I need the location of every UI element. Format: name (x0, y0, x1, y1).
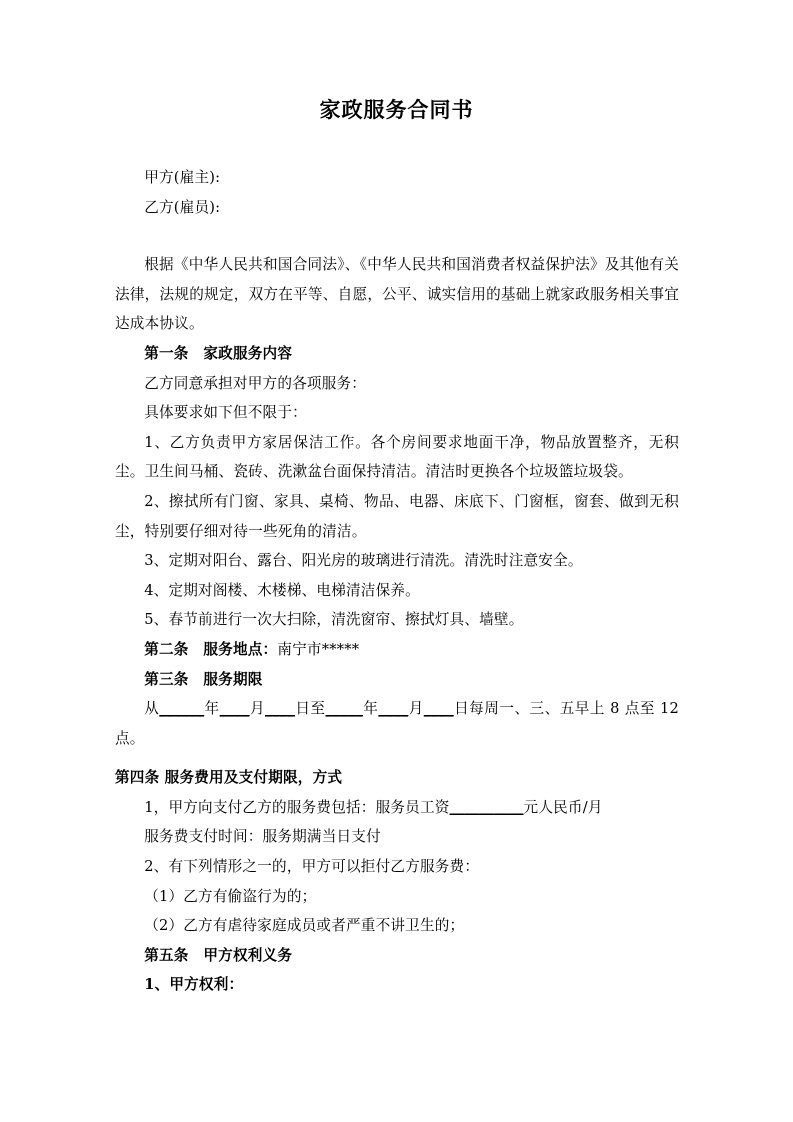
fee-item-suffix: 元人民币/月 (523, 798, 603, 816)
clause-4-sub-item-2: （2）乙方有虐待家庭成员或者严重不讲卫生的； (144, 917, 465, 935)
clause-1-item-2: 2、擦拭所有门窗、家具、桌椅、物品、电器、床底下、门窗框，窗套、做到无积尘，特别要仔细对待一些死角的清洁。 (115, 492, 679, 540)
term-year-2-label: 年 (363, 700, 379, 718)
clause-5-heading: 第五条 甲方权利义务 (144, 946, 293, 964)
fee-item-prefix: 1，甲方向支付乙方的服务费包括：服务员工资 (144, 798, 450, 816)
term-day-1-label: 日至 (295, 700, 326, 718)
document-body (115, 163, 679, 1000)
term-year-1-label: 年 (204, 700, 220, 718)
page-title: 家政服务合同书 (319, 97, 474, 122)
clause-5-sub-heading: 1、甲方权利： (144, 976, 244, 994)
clause-4-item-1 (115, 793, 679, 823)
preamble-paragraph: 根据《中华人民共和国合同法》、《中华人民共和国消费者权益保护法》及其他有关法律，法规的规定，双方在平等、自愿，公平、诚实信用的基础上就家政服务相关事宜达成本协议。 (115, 256, 679, 333)
term-prefix: 从 (144, 700, 160, 718)
clause-4-heading: 第四条 服务费用及支付期限，方式 (115, 769, 343, 787)
clause-2-line (115, 635, 679, 665)
clause-2-heading: 第二条 服务地点： (144, 640, 278, 658)
clause-4-sub-item-1: （1）乙方有偷盗行为的； (144, 887, 317, 905)
spacer-before-clause-4 (115, 753, 679, 763)
clause-3-heading: 第三条 服务期限 (144, 670, 263, 688)
fee-amount-blank[interactable]: ＿＿＿＿＿ (449, 798, 524, 816)
party-a-line: 甲方(雇主): (144, 169, 221, 186)
clause-1-item-4: 4、定期对阁楼、木楼梯、电梯清洁保养。 (144, 581, 420, 599)
term-month-2-label: 月 (408, 700, 424, 718)
term-blank-year-2[interactable]: _____ (325, 700, 364, 718)
term-suffix: 日每周一、三、五早上 8 点至 12 点。 (115, 700, 680, 747)
term-blank-year-1[interactable]: ______ (159, 700, 205, 718)
spacer-after-parties (115, 222, 679, 250)
term-blank-month-1[interactable]: ____ (219, 700, 250, 718)
clause-1-item-3: 3、定期对阳台、露台、阳光房的玻璃进行清洗。清洗时注意安全。 (144, 552, 583, 570)
clause-1-intro-2: 具体要求如下但不限于： (144, 404, 307, 422)
clause-1-intro-1: 乙方同意承担对甲方的各项服务： (144, 374, 367, 392)
clause-4-item-2: 2、有下列情形之一的，甲方可以拒付乙方服务费： (144, 858, 480, 876)
clause-2-value: 南宁市***** (277, 640, 360, 658)
clause-3-term-line (115, 694, 679, 753)
clause-4-payment-time: 服务费支付时间：服务期满当日支付 (144, 828, 381, 846)
term-blank-day-2[interactable]: ____ (423, 700, 454, 718)
term-month-1-label: 月 (249, 700, 266, 718)
clause-1-heading: 第一条 家政服务内容 (144, 344, 293, 362)
party-b-line: 乙方(雇员): (144, 198, 221, 216)
clause-1-item-1: 1、乙方负责甲方家居保洁工作。各个房间要求地面干净，物品放置整齐，无积尘。卫生间马桶、瓷砖、洗漱盆台面保持清洁。清洁时更换各个垃圾篮垃圾袋。 (115, 433, 679, 481)
term-blank-day-1[interactable]: ____ (265, 700, 296, 718)
term-blank-month-2[interactable]: ____ (378, 700, 409, 718)
clause-1-item-5: 5、春节前进行一次大扫除，清洗窗帘、擦拭灯具、墙壁。 (144, 611, 524, 629)
